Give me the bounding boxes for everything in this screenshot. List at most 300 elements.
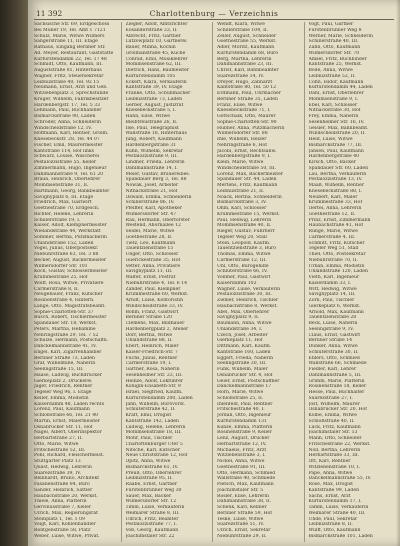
directory-entry-line: Goethestraße 70, Erdgesch. <box>34 206 100 211</box>
directory-entry-line: Knesebeckstr. 28, Tel. 44 07 <box>34 137 100 142</box>
directory-entry-line: Kunze, Emma, Plätterin <box>217 424 273 430</box>
directory-entry-line: Hesse, Paul, Buchhalter <box>308 390 365 395</box>
directory-entry-line: Herbartstraße 27, II. <box>34 436 83 441</box>
directory-entry-line: Geier, Ernst, Postschaffner <box>217 378 280 384</box>
directory-entry-line: Fischer, Emil, Maurermeister <box>34 142 103 148</box>
directory-entry-line: Carmerstraße 12, III. <box>217 257 267 263</box>
running-title: Charlottenburg — Verzeichnis <box>149 9 279 18</box>
directory-entry-line: Suarezstraße 39, IV. <box>34 470 82 476</box>
directory-entry-line: Horn, Marie, Witwe <box>217 390 264 395</box>
directory-entry-line: Noack, Bertha, Schneiderin <box>217 194 282 200</box>
directory-entry-line: Heinze, Adolf, Lokführer <box>125 378 183 384</box>
directory-entry-line: Voß, Georg, Kaufmann <box>125 528 179 533</box>
directory-entry-line: Schloßstraße 66, Tel. 21 40 <box>34 413 99 418</box>
directory-entry-line: Sander, Heinrich, Sattler <box>34 487 93 493</box>
directory-entry-line: Rösler, Elise, Lehrerin <box>217 493 269 499</box>
directory-entry-line: Mommsenstraße 18, III. <box>125 430 182 436</box>
directory-entry-line: Friedrich, Max, Gastwirt <box>34 200 92 206</box>
directory-entry-line: Preuß, Otto, Oberlehrer <box>125 470 182 476</box>
directory-entry-line: Schloßstraße 25, II. <box>217 395 264 401</box>
directory-entry-line: Kantstraße 80, Tel. 50 12 <box>217 85 277 91</box>
directory-entry-line: Vollmer, Paul, Gastwirt <box>217 275 271 280</box>
directory-entry-line: Pestalozzistraße 9, III. <box>125 154 178 160</box>
directory-entry-line: Lück, Fritz, Kaufmann <box>308 424 361 430</box>
directory-entry-line: Schillerstraße 19, I. <box>34 217 81 223</box>
directory-entry-line: Zorn, Paul, Tischler <box>308 298 355 303</box>
directory-page <box>28 0 400 546</box>
directory-entry-line: Wielandstraße 44, Werkstatt <box>34 229 101 234</box>
directory-entry-line: Berliner Straße 14 <box>308 338 353 344</box>
directory-entry-line: Mertens, Fritz, Kaufmann <box>217 183 278 188</box>
directory-entry-line: Zahn, Otto, Kaufmann <box>308 45 361 50</box>
directory-entry-line: Gerber, August, Justizrat <box>125 102 184 108</box>
directory-entry-line: Vetter, Anna, Privatiere <box>125 263 181 269</box>
directory-entry-line: Kurfürstendamm 44, Laden <box>308 85 373 91</box>
directory-entry-line: Suarezstraße 51, IV. <box>217 522 265 528</box>
directory-entry-line: Uhlandstraße 120, Laden <box>308 269 368 275</box>
directory-entry-line: Lange, Otto, Magistratsbeamt. <box>34 303 106 309</box>
directory-entry-line: Spandauer Str. 18, Werkst. <box>34 321 97 326</box>
directory-entry-line: Wilmersdorfer Str. 88 <box>217 131 268 137</box>
directory-entry-line: Kurfürstendamm 22, Tel. 17 48 <box>34 56 107 62</box>
directory-entry-line: Hardenbergstraße 40 <box>308 154 360 160</box>
directory-entry-line: Uhde, Paul, Sekretär <box>308 516 358 522</box>
directory-entry-line: Franz, Elise, Witwe <box>217 102 263 108</box>
directory-entry-line: Martin, Ernst, Malermeister <box>34 418 100 424</box>
directory-entry-line: Eckert, Klara, Verkäuferin <box>125 79 187 85</box>
directory-entry-line: Raabe, Ernst, Gärtner <box>125 482 178 487</box>
directory-entry-line: Mommsenstraße 40, II. <box>217 223 272 229</box>
directory-entry-line: Lützowplatz 10, Gärtnerei <box>125 39 187 45</box>
directory-entry-line: Mommsenstraße 62, III. <box>125 62 182 68</box>
directory-entry-line: Herbartstraße 33, III. <box>308 453 360 459</box>
directory-entry-line: Goethestraße 91, III. <box>217 464 266 470</box>
directory-entry-line: Jacobi, Ernst, Rechtsanw. <box>217 148 277 154</box>
directory-entry-line: Paul, Hedwig, Lehrerin <box>217 217 272 223</box>
directory-entry-line: Kantstraße 39, IV. Etage <box>125 85 183 91</box>
directory-entry-line: Seelingstraße 9, IV. <box>308 326 354 332</box>
directory-entry-line: Otto, Marie, Witwe <box>34 441 79 447</box>
directory-entry-line: Schlüterstraße 66, IV. <box>217 269 268 275</box>
directory-entry-line: Vogt, Paul, Gärtner <box>308 22 354 27</box>
directory-entry-line: Wulff, Otto, Kaufmann <box>308 528 361 533</box>
directory-entry-line: Prinz, Ernst, Zimmermann <box>308 217 371 223</box>
directory-entry-line: Goethestraße 55, Werkst. <box>217 39 277 45</box>
directory-entry-line: Ilse, Paul, Telegraphist <box>125 125 179 131</box>
directory-entry-line: Bismarckstraße 3, IV. <box>217 200 267 206</box>
directory-entry-line: Wilmersdorfer Str. 70 <box>308 50 360 56</box>
directory-entry-line: Uhlandstraße 152, Laden <box>34 240 94 246</box>
directory-entry-line: Wallstraße 40, Schmiede <box>217 476 276 482</box>
directory-entry-line: Wendt, Klara, Witwe <box>217 22 265 27</box>
directory-entry-line: Kantstraße 99, Laden <box>308 487 360 493</box>
directory-entry-line: Leibnizstraße 8, II. <box>308 522 353 528</box>
directory-entry-line: Savignyplatz 6, III. Etage <box>34 194 94 200</box>
directory-entry-line: Pestalozzistraße 77, I. <box>125 522 178 528</box>
directory-entry-line: Haase, Ludwig, Buchdrucker <box>34 372 102 378</box>
directory-entry-line: Franke, Otto, Schuhmacher <box>125 91 191 96</box>
directory-entry-line: Tegeler Weg 51, Stall <box>308 246 359 252</box>
directory-entry-line: Jäger, Friedrich, Rentner <box>34 384 93 390</box>
directory-entry-line: Voigt, Karl, Kohlenhändler <box>34 522 96 528</box>
directory-entry-line: Ebert, Heinrich, Maler <box>125 344 179 349</box>
directory-entry-line: Savignyplatz 14, III. <box>308 292 356 298</box>
text-columns <box>34 22 396 542</box>
directory-entry-line: Rose, Max, Drogist <box>308 482 353 487</box>
directory-entry-line: Fürstenbrunner Weg 30 <box>125 487 182 493</box>
directory-entry-line: Zimmermann, Hugo, Ingenieur <box>34 165 107 171</box>
directory-entry-line: Kolbe, Emma, Witwe <box>308 413 357 418</box>
directory-entry-line: Claus, Ernst, Gastwirt <box>308 332 361 338</box>
directory-entry-line: Koch, Gustav, Schlossermeister <box>34 269 108 275</box>
directory-entry-line: Lorenz, Max, Bäckermeister <box>217 171 284 177</box>
directory-entry-line: Leibnizstraße 21, II. <box>217 188 265 194</box>
directory-entry-line: Rosinenstraße 4, Hinterh. <box>34 298 95 303</box>
directory-entry-line: Windscheidstraße 33, IV. <box>125 303 184 309</box>
directory-entry-line: Savignyplatz 11, III. <box>125 269 173 275</box>
directory-entry-line: Knesebeckstraße 88, I. <box>308 188 363 194</box>
directory-entry-line: Vieth, Karl, Ingenieur <box>308 275 360 280</box>
directory-entry-line: Teske, Luise, Witwe <box>217 516 264 522</box>
directory-entry-line: Nowak, Josef, Arbeiter <box>125 183 179 188</box>
directory-entry-line: Michaelis, Fritz, Arzt <box>217 447 267 453</box>
directory-entry-line: Haubachstraße 8, Werkst. <box>217 303 278 309</box>
directory-entry-line: Eosanderstraße 33, II. <box>125 27 178 33</box>
directory-entry-line: Wagner, Luise, Verkäuferin <box>217 286 281 292</box>
directory-entry-line: Lenz, August, Drucker <box>217 436 270 441</box>
directory-entry-line: Goethestraße 12, II. <box>308 211 356 217</box>
directory-entry-line: Beck, Luise, Näherin <box>308 321 358 326</box>
directory-entry-line: Gervinusstraße 7, Keller <box>34 505 92 510</box>
directory-entry-line: Dahlmannstraße 23, III. <box>217 62 273 68</box>
directory-entry-line: Kantstraße 25, Werkst. <box>308 62 363 68</box>
directory-entry-line: Amsel, Fritz, Buchbinder <box>308 56 367 62</box>
directory-entry-line: Wallstraße 18, Hinterhaus <box>125 131 187 137</box>
directory-entry-line: Schloßstraße 40, II. <box>308 418 355 424</box>
directory-entry-line: Mommsenstraße 9, I. <box>308 96 359 102</box>
directory-entry-line: Graf, Wilhelmine, Näherin <box>34 361 96 367</box>
directory-entry-line: Windscheidstraße 12, IV. <box>34 125 92 131</box>
directory-entry-line: Niebuhrstraße 29, II. <box>217 533 267 539</box>
directory-entry-line: Dahlmannstraße 14, I. <box>125 165 178 171</box>
directory-entry-line: Kantstraße 142, Laden <box>125 418 179 424</box>
directory-entry-line: Uhlandstraße 88, II. <box>125 338 173 344</box>
directory-entry-line: Steinplatz 1, Tel. 1 09 <box>34 516 85 522</box>
directory-entry-line: Thiele, Anna, Plätterin <box>34 499 87 505</box>
directory-entry-line: Gierkeplatz 11, Hof <box>217 338 263 344</box>
directory-entry-line: Kantstraße 160, Laden <box>217 349 271 355</box>
directory-entry-line: Vogel, Julius, Oberpostsekr. <box>34 246 99 252</box>
directory-entry-line: Berliner Straße 73, Laden <box>34 355 95 361</box>
directory-entry-line: Kantstraße 114, Hof links <box>34 148 95 154</box>
directory-entry-line: Adler, Moritz, Kaufmann <box>217 45 275 50</box>
directory-entry-line: Carmerstraße 4, III. <box>308 234 356 240</box>
directory-entry-line: Spandauer Berg 3, Tel. 88 <box>125 177 187 183</box>
directory-entry-line: Bismarckstraße 101, Laden <box>308 533 373 539</box>
directory-entry-line: Bleibtreustraße 26, II. <box>125 119 178 125</box>
directory-entry-line: Dietrich, Hans, Baumeister <box>125 68 190 73</box>
directory-entry-line: Erdmann, Paul, Uhrmacher <box>217 91 281 96</box>
directory-entry-line: Ott, Karl, Rentner <box>308 459 351 464</box>
directory-entry-line: Abel, Max, Oberlehrer <box>217 309 270 315</box>
directory-entry-line: Danckelmannstraße 41, IV. <box>34 344 97 349</box>
directory-entry-line: Joachimstaler Str. 5 <box>217 487 264 493</box>
directory-entry-line: Seelingstraße 15, III. <box>34 367 84 372</box>
directory-entry-line: Carmerstraße 19, I. <box>125 361 172 367</box>
directory-entry-line: Tegeler Weg 96, I. Etage <box>34 390 92 395</box>
directory-entry-line: Sauer, Max, Bäcker <box>125 493 172 499</box>
directory-entry-line: Sophie-Charlotten-Str. 37 <box>34 309 94 315</box>
directory-entry-line: Ullrich, Fritz, Beamter <box>125 516 179 522</box>
directory-entry-line: Schlüterstraße 42, II. <box>125 407 176 413</box>
directory-entry-line: Arnold, Max, Kaufmann <box>308 309 364 315</box>
directory-entry-line: Gottschalk, Otto, Maurer <box>217 114 276 119</box>
directory-entry-line: Zander, Paul, Klempner <box>125 286 181 292</box>
directory-entry-line: Kirsch, Otto, Bäcker <box>308 160 356 165</box>
directory-entry-line: Wallstraße 66, Schmiede <box>308 361 367 367</box>
directory-entry-line: Tietz, Leo, Kaufmann <box>125 240 176 246</box>
directory-entry-line: Rau, Hermann, Oberförster <box>125 217 190 223</box>
directory-entry-line: Uhlandstraße 34, I. <box>217 326 263 332</box>
directory-entry-line: Wilmersdorfer Str. 47 <box>125 211 177 217</box>
directory-entry-line: Richter, Helene, Lehrerin <box>34 211 94 217</box>
page-header <box>28 6 400 20</box>
directory-entry-line: Peters, Martha, Hebamme <box>34 326 96 332</box>
directory-entry-line: Krummestraße 25, Hof <box>34 275 88 280</box>
directory-entry-line: Wilmersdorfer Str. 12 <box>125 499 177 505</box>
directory-entry-line: Dahlmannstraße 9, Tel. 61 20 <box>34 171 104 177</box>
directory-entry-line: Runge, Marie, Witwe <box>308 229 358 234</box>
directory-entry-line: Tauentzienstraße 28 <box>308 315 357 321</box>
directory-entry-line: Knesebeckstraße 71, I. <box>217 108 271 114</box>
directory-entry-line: Osnabrücker Str. 4, Hof <box>217 372 273 378</box>
directory-entry-line: Fasanenstraße 84, Büro <box>34 482 90 487</box>
directory-entry-line: Lehmann, Paul, Buchhändler <box>34 108 102 114</box>
directory-entry-line: Bauer, Minna, Köchin <box>125 45 176 50</box>
directory-entry-line: Dörr, Bertha, Witwe <box>125 332 173 338</box>
directory-entry-line: Timm, Luise, Verkäuferin <box>125 505 185 510</box>
directory-entry-line: Kurfürstendamm 200, Laden <box>125 395 193 401</box>
directory-entry-line: Weimarer Straße 40, III. <box>308 510 366 516</box>
directory-entry-line: Pestalozzistraße 55, Keller <box>34 160 97 165</box>
directory-entry-line: Mann, Otto, Schneider <box>308 436 362 441</box>
directory-entry-line: Böhm, Franz, Gastwirt <box>125 309 179 315</box>
directory-entry-line: Schmitt, Fritz, Kutscher <box>308 240 365 246</box>
directory-entry-line: Jost, Wilhelm, Maurer <box>308 401 360 407</box>
directory-entry-line: Nagel, Albert, Oberinspektor <box>34 430 102 436</box>
directory-entry-line: Dreyer, Hugo, Zahnarzt <box>217 79 273 85</box>
directory-entry-line: Walter, Ernst, Postrat <box>125 275 176 280</box>
directory-entry-line: Albrecht, Fritz, Gärtner <box>125 33 181 39</box>
directory-entry-line: Sächsische Str. 69, Erdgeschoss <box>34 22 110 27</box>
directory-entry-line: Kaiser-Friedrich-Str. 7 <box>125 349 178 355</box>
directory-entry-line: Held, Luise, Witwe <box>308 137 353 142</box>
directory-entry-line: Frey, Emma, Näherin <box>308 114 359 119</box>
directory-entry-line: Suarezstraße 27, I. <box>308 395 354 401</box>
directory-entry-line: Fürstenbrunner Weg 8 <box>308 27 362 33</box>
directory-entry-line: Dahl, Ernst, Oberlehrer <box>308 91 364 96</box>
directory-entry-line: Kraft, Emil, Drogist <box>125 413 172 418</box>
directory-entry-line: Nithackstraße 21, Hof <box>125 188 178 194</box>
directory-entry-line: Ohm, Karl, Schlosser <box>217 206 267 211</box>
column-1 <box>34 22 122 542</box>
directory-entry-line: Haubachstraße 20, Werkst. <box>34 493 98 499</box>
directory-entry-line: Jordan, Otto, Ingenieur <box>217 413 272 418</box>
directory-entry-line: Kaiserdamm 33, I. <box>308 280 352 286</box>
directory-entry-line: Bismarckstraße 90, Laden <box>34 114 96 119</box>
directory-entry-line: Braun, Heinrich, Oberlehrer <box>34 177 101 183</box>
directory-entry-line: Israel, Siegfried, Kaufm. <box>125 390 183 395</box>
directory-entry-line: Zeller, August, Schneider <box>217 33 277 39</box>
directory-entry-line: Clemens, Max, Bildhauer <box>125 321 185 326</box>
directory-entry-line: Becker, August, Bäckermeister <box>34 257 107 263</box>
directory-entry-line: Ebel, Karl, Schlosser <box>308 102 358 108</box>
directory-entry-line: Savignyplatz 9, II. <box>217 315 260 321</box>
directory-entry-line: Königin-Elisabeth-Str. 9 <box>125 384 181 390</box>
directory-entry-line: Carmerstraße 8, II. <box>34 286 80 292</box>
directory-entry-line: Dahlmannstraße 5, III. <box>308 372 362 378</box>
directory-entry-line: Niebuhrstraße 70, II. <box>308 257 359 263</box>
directory-entry-line: Guerickestraße 35, Hof <box>125 257 181 263</box>
directory-entry-line: Bismarckstraße 77, III. <box>308 142 363 148</box>
directory-entry-line: Otto, Hermann, Schmied <box>217 470 276 476</box>
directory-entry-line: Schulze, Hermann, Postschaffn. <box>34 338 109 344</box>
directory-entry-line: Kaiserdamm 102 <box>217 280 257 286</box>
directory-entry-line: Arndt, Luise, Kontoristin <box>125 298 184 303</box>
directory-entry-line: Wagner, Fritz, Steuersekretär <box>34 73 104 79</box>
directory-entry-line: Hübner, Anna, Putzmacherin <box>217 125 285 131</box>
directory-entry-line: Niebuhrstraße 4, Tel. 6 14 <box>125 280 188 286</box>
directory-entry-line: Lindner, Frieda, Lehrerin <box>125 160 185 165</box>
directory-entry-line: Tamm, Luise, Verkäuferin <box>308 505 369 510</box>
directory-entry-line: Ludwig, Helene, Lehrerin <box>125 424 186 430</box>
directory-entry-line: Schenk, Karl, Kellner <box>217 505 267 510</box>
directory-entry-line: Schröder, Anna, Schneiderin <box>34 119 101 125</box>
directory-entry-line: Conrad, Emil, Musiklehrer <box>125 56 188 62</box>
directory-entry-line: Hartmann, Georg, Bankbeamter <box>34 188 110 194</box>
directory-entry-line: Pfeiffer, Karl, Apotheker <box>125 206 183 211</box>
directory-entry-line: Rathaus, Eingang Berliner Str. <box>34 45 106 50</box>
column-2 <box>126 22 214 542</box>
directory-entry-line: Goethestraße 28, II. <box>125 234 173 240</box>
directory-entry-line: Haubachstraße 41, Hof <box>308 223 364 229</box>
directory-entry-line: Schmidt, Otto, Kaufmann, III. <box>34 62 104 68</box>
directory-entry-line: Berliner Straße 59, Hof <box>217 510 272 516</box>
directory-entry-line: Hardenbergstraße 9, I. <box>217 154 271 160</box>
directory-entry-line: Urban, Emma, Modistin <box>308 263 365 269</box>
directory-entry-line: Dunker, Anna, Witwe <box>308 344 358 349</box>
directory-entry-line: Lau, Bertha, Verkäuferin <box>308 171 367 177</box>
directory-entry-line: Ziegler, Adolf, Amtsrichter <box>125 22 188 27</box>
directory-entry-line: Stuttgarter Platz 13 <box>34 459 81 464</box>
directory-entry-line: Berliner Straße 35, Laden <box>217 96 278 102</box>
directory-entry-line: Fuchs, Julius, Rentner <box>125 355 178 361</box>
directory-entry-line: Joachimstaler Str. 13 <box>308 430 358 436</box>
directory-entry-line: Berliner Straße 120 <box>125 315 173 321</box>
directory-entry-line: Spandauer Str. 44, Laden <box>217 177 277 183</box>
directory-entry-line: Osnabrücker Str. 20, Hof <box>308 407 367 413</box>
directory-entry-line: Danckelmannstraße 17 <box>217 384 272 390</box>
directory-entry-line: Hoffmann, Karl, Rentier, Grolm. <box>34 131 109 137</box>
directory-entry-line: Pietsch, Max, Kaufmann <box>217 482 274 487</box>
directory-entry-line: Krummestraße 33, Hof <box>308 200 363 206</box>
directory-entry-line: Grolmanstraße 45, Küche <box>125 50 186 56</box>
directory-entry-line: Leibnizstraße 73, Laden <box>125 96 183 102</box>
directory-entry-line: Baumann, Anna, Witwe <box>217 321 272 326</box>
directory-entry-line: Pestalozzistraße 30, III. <box>217 292 273 298</box>
directory-entry-line: Sesenheimer Str. 16, IV. <box>308 119 365 125</box>
column-4 <box>309 22 397 542</box>
directory-entry-line: Lorenz, Paul, Kaufmann <box>34 407 90 413</box>
directory-entry-line: Fiedler, Karl, Lehrer <box>308 367 357 372</box>
directory-entry-line: Kurfürstendamm 131 <box>217 418 267 424</box>
directory-entry-line: Ulrich, Ernst, Sekretär <box>217 528 271 533</box>
directory-entry-line: Sängerstraße 11, III. Etage <box>34 39 98 45</box>
directory-entry-line: Fritschestraße 22, Werkst. <box>308 441 371 447</box>
directory-entry-line: Tauentzienstraße 3, Büro <box>217 246 277 252</box>
directory-entry-line: Oswald, Emma, Schneiderin <box>125 194 192 200</box>
directory-entry-line: Schwarz, Louise, Wäscherei <box>34 154 100 160</box>
directory-entry-line: Christ, Karl, Bahnbeamter <box>217 68 279 73</box>
directory-entry-line: Joachimstaler Str. 22 <box>125 533 175 539</box>
directory-entry-line: Hardenbergplatz 2, Atelier <box>125 326 189 332</box>
directory-entry-line: Keller, Emma, Modistin <box>34 395 89 401</box>
directory-entry-line: Bismarckstraße 61, IV. <box>125 464 179 470</box>
directory-entry-line: Wolff, Rosa, Witwe, Privatiere <box>34 280 104 286</box>
directory-entry-line: Dittmann, Karl, Kaufm. <box>217 344 272 349</box>
directory-entry-line: Klein, Marie, Witwe <box>217 160 264 165</box>
directory-entry-line: Kühn, Wilhelm, Sekretär <box>125 148 183 154</box>
directory-entry-line: Ad. Meyer, Restaurant, Gaststätte <box>34 50 114 56</box>
directory-entry-line: Danckelmannstraße 55, IV. <box>308 476 372 482</box>
directory-entry-line: Schlüterstraße 30, II. <box>308 349 359 355</box>
directory-entry-line: Thiel, Otto, Postsekretär <box>308 252 366 257</box>
directory-entry-line: Mohr, Paul, Tischler <box>125 436 173 441</box>
directory-entry-line: Spandauer Str. 60, Laden <box>308 165 369 171</box>
directory-entry-line: Nithackstraße 30, Hof <box>308 108 361 114</box>
directory-entry-line: Grimm, Marie, Plätterin <box>308 378 365 384</box>
directory-entry-line: Dahlmannstraße 38, II. <box>217 499 272 505</box>
directory-entry-line: Kurfürstendamm 17, I. <box>308 499 362 505</box>
directory-entry-line: Kurfürstendamm 68, Büro <box>217 50 279 56</box>
directory-entry-line: Nitsche, Karl, Kutscher <box>125 447 181 453</box>
directory-entry-line: Neubert, Karl, Maler <box>308 194 358 200</box>
directory-entry-line: Schillerstraße 86, IV. <box>125 200 175 206</box>
directory-entry-line: Pestalozzistraße 13, IV. <box>308 177 363 183</box>
directory-entry-line: Seelingstraße 30, III. <box>217 361 267 367</box>
directory-entry-line: Gierkeplatz 2, Druckerei <box>34 378 92 384</box>
directory-entry-line: Auguststraße 81, Hinterhaus <box>34 68 102 73</box>
directory-entry-line: Schillerstraße 104, II. <box>217 27 269 33</box>
directory-entry-line: Charlottenburger Ufer 5 <box>125 441 183 447</box>
directory-entry-line: Weimarer Straße 8, III. <box>125 510 180 516</box>
directory-entry-line: Pohl, Richard, Fleischermeist. <box>34 453 105 459</box>
directory-entry-line: Sommer, Bertha, Putzmacherin <box>34 234 107 240</box>
directory-entry-line: Witzlebenstraße 10, I. <box>308 464 361 470</box>
directory-entry-line: Ihlenfeld, Paul, Rentner <box>217 401 273 407</box>
page-number: 11 392 <box>36 9 63 18</box>
directory-entry-line: Thomas, Emma, Witwe <box>217 252 271 257</box>
directory-entry-line: Krummestraße 60, Werkst. <box>125 292 189 298</box>
directory-entry-line: Funk, Wilhelm, Maler <box>217 367 268 372</box>
directory-entry-line: Rosinenstraße 18, Keller <box>308 384 367 390</box>
directory-entry-line: Quast, Hedwig, Lehrerin <box>34 464 92 470</box>
directory-entry-line: Geisler, Max, Bahnbeamt. <box>308 125 369 131</box>
directory-entry-line: Windscheidstraße 20, II. <box>308 131 366 137</box>
directory-entry-line: Tegeler Weg 20, Stall <box>217 234 267 240</box>
directory-entry-line: Busch, Robert, Tischlermeister <box>34 315 107 321</box>
directory-entry-line: Tauentzienstraße 15 <box>125 246 174 252</box>
